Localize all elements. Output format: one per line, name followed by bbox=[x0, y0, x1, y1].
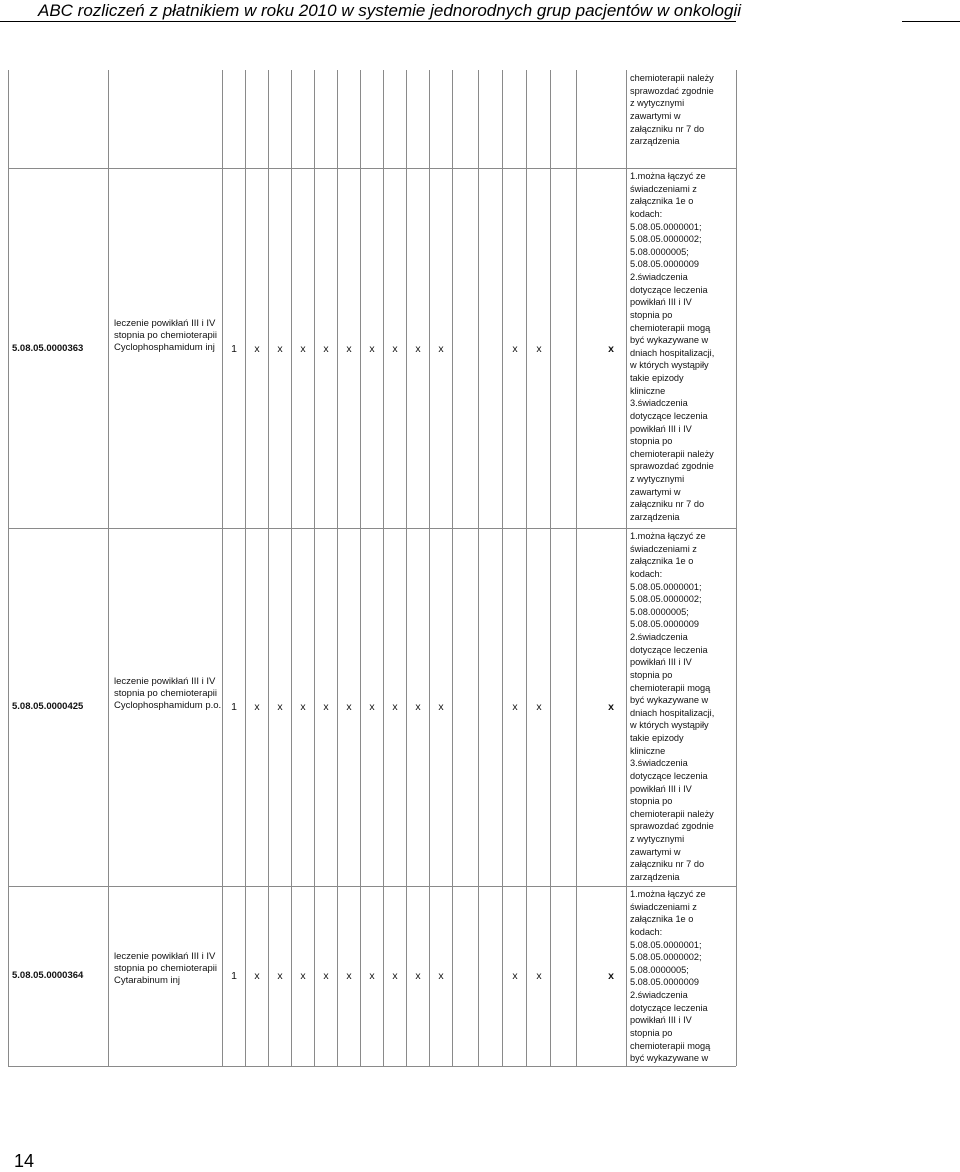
cell-mark: x bbox=[415, 701, 421, 713]
cell-mark: x bbox=[254, 701, 260, 713]
procedure-notes: 1.można łączyć ze świadczeniami z załącznika 1e o kodach: 5.08.05.0000001; 5.08.05.0000002; 5.08.0000005; 5.08.05.0000009 2.świadczenia dotyczące leczenia powikłań III i IV stopnia po chemioterapii mogą być wykazywane w bbox=[630, 889, 711, 1064]
cell-mark: x bbox=[277, 701, 283, 713]
cell-mark: x bbox=[438, 343, 444, 355]
grid-line-v bbox=[337, 70, 338, 1066]
cell-mark: x bbox=[277, 970, 283, 982]
procedure-notes: 1.można łączyć ze świadczeniami z załącznika 1e o kodach: 5.08.05.0000001; 5.08.05.0000002; 5.08.0000005; 5.08.05.0000009 2.świadczenia dotyczące leczenia powikłań III i IV stopnia po chemioterapii mogą być wykazywane w dniach hospitalizacji, w których wystąpiły takie epizody kliniczne 3.świadczenia dotyczące leczenia powikłań III i IV stopnia po chemioterapii należy sprawozdać zgodnie z wytycznymi zawartymi w załączniku nr 7 do zarządzenia bbox=[630, 171, 715, 522]
grid-line-v bbox=[360, 70, 361, 1066]
cell-mark: x bbox=[536, 970, 542, 982]
grid-line-v bbox=[550, 70, 551, 1066]
cell-mark: x bbox=[536, 343, 542, 355]
grid-line-v bbox=[626, 70, 627, 1066]
cell-mark: x bbox=[512, 970, 518, 982]
grid-line-v bbox=[383, 70, 384, 1066]
cell-mark: x bbox=[277, 343, 283, 355]
cell-mark: x bbox=[536, 701, 542, 713]
cell-mark: x bbox=[369, 701, 375, 713]
cell-mark: x bbox=[346, 701, 352, 713]
cell-mark: x bbox=[392, 701, 398, 713]
cell-mark: x bbox=[369, 343, 375, 355]
grid-line-v bbox=[502, 70, 503, 1066]
cell-value: 1 bbox=[231, 343, 237, 355]
cell-mark-bold: x bbox=[608, 701, 614, 713]
grid-line-v bbox=[291, 70, 292, 1066]
procedure-name: leczenie powikłań III i IV stopnia po chemioterapii Cytarabinum inj bbox=[114, 951, 217, 987]
grid-line-h bbox=[8, 886, 736, 887]
grid-line-h bbox=[8, 528, 736, 529]
cell-mark: x bbox=[254, 970, 260, 982]
grid-line-v bbox=[429, 70, 430, 1066]
cell-mark: x bbox=[512, 701, 518, 713]
cell-mark: x bbox=[300, 970, 306, 982]
cell-mark: x bbox=[346, 970, 352, 982]
grid-line-v bbox=[526, 70, 527, 1066]
cell-mark: x bbox=[323, 970, 329, 982]
procedure-notes: 1.można łączyć ze świadczeniami z załącznika 1e o kodach: 5.08.05.0000001; 5.08.05.0000002; 5.08.0000005; 5.08.05.0000009 2.świadczenia dotyczące leczenia powikłań III i IV stopnia po chemioterapii mogą być wykazywane w dniach hospitalizacji, w których wystąpiły takie epizody kliniczne 3.świadczenia dotyczące leczenia powikłań III i IV stopnia po chemioterapii należy sprawozdać zgodnie z wytycznymi zawartymi w załączniku nr 7 do zarządzenia bbox=[630, 531, 715, 882]
cell-mark: x bbox=[392, 970, 398, 982]
cell-mark-bold: x bbox=[608, 970, 614, 982]
grid-line-v bbox=[245, 70, 246, 1066]
procedure-name: leczenie powikłań III i IV stopnia po chemioterapii Cyclophosphamidum p.o. bbox=[114, 676, 222, 712]
cell-mark: x bbox=[323, 701, 329, 713]
grid-line-v bbox=[406, 70, 407, 1066]
cell-mark-bold: x bbox=[608, 343, 614, 355]
cell-value: 1 bbox=[231, 701, 237, 713]
cell-mark: x bbox=[415, 343, 421, 355]
cell-mark: x bbox=[438, 970, 444, 982]
cell-mark: x bbox=[323, 343, 329, 355]
cell-mark: x bbox=[300, 343, 306, 355]
cell-mark: x bbox=[392, 343, 398, 355]
grid-line-v bbox=[478, 70, 479, 1066]
page-header-title: ABC rozliczeń z płatnikiem w roku 2010 w systemie jednorodnych grup pacjentów w onkologii bbox=[38, 1, 742, 20]
procedure-code: 5.08.05.0000363 bbox=[12, 343, 84, 354]
grid-line-v bbox=[268, 70, 269, 1066]
grid-line-v bbox=[736, 70, 737, 1066]
cell-mark: x bbox=[346, 343, 352, 355]
cell-mark: x bbox=[254, 343, 260, 355]
cell-value: 1 bbox=[231, 970, 237, 982]
procedure-code: 5.08.05.0000364 bbox=[12, 970, 84, 981]
grid-line-h bbox=[8, 168, 736, 169]
grid-line-v bbox=[222, 70, 223, 1066]
notes-continuation: chemioterapii należy sprawozdać zgodnie z wytycznymi zawartymi w załączniku nr 7 do zarządzenia bbox=[630, 73, 714, 147]
grid-line-v bbox=[576, 70, 577, 1066]
grid-line-v bbox=[108, 70, 109, 1066]
procedure-code: 5.08.05.0000425 bbox=[12, 701, 84, 712]
grid-line-v bbox=[452, 70, 453, 1066]
cell-mark: x bbox=[512, 343, 518, 355]
cell-mark: x bbox=[300, 701, 306, 713]
cell-mark: x bbox=[369, 970, 375, 982]
procedure-name: leczenie powikłań III i IV stopnia po chemioterapii Cyclophosphamidum inj bbox=[114, 318, 217, 354]
grid-line-v bbox=[8, 70, 9, 1066]
grid-line-v bbox=[314, 70, 315, 1066]
grid-line-h bbox=[8, 1066, 736, 1067]
cell-mark: x bbox=[438, 701, 444, 713]
page-number: 14 bbox=[14, 1151, 35, 1171]
cell-mark: x bbox=[415, 970, 421, 982]
